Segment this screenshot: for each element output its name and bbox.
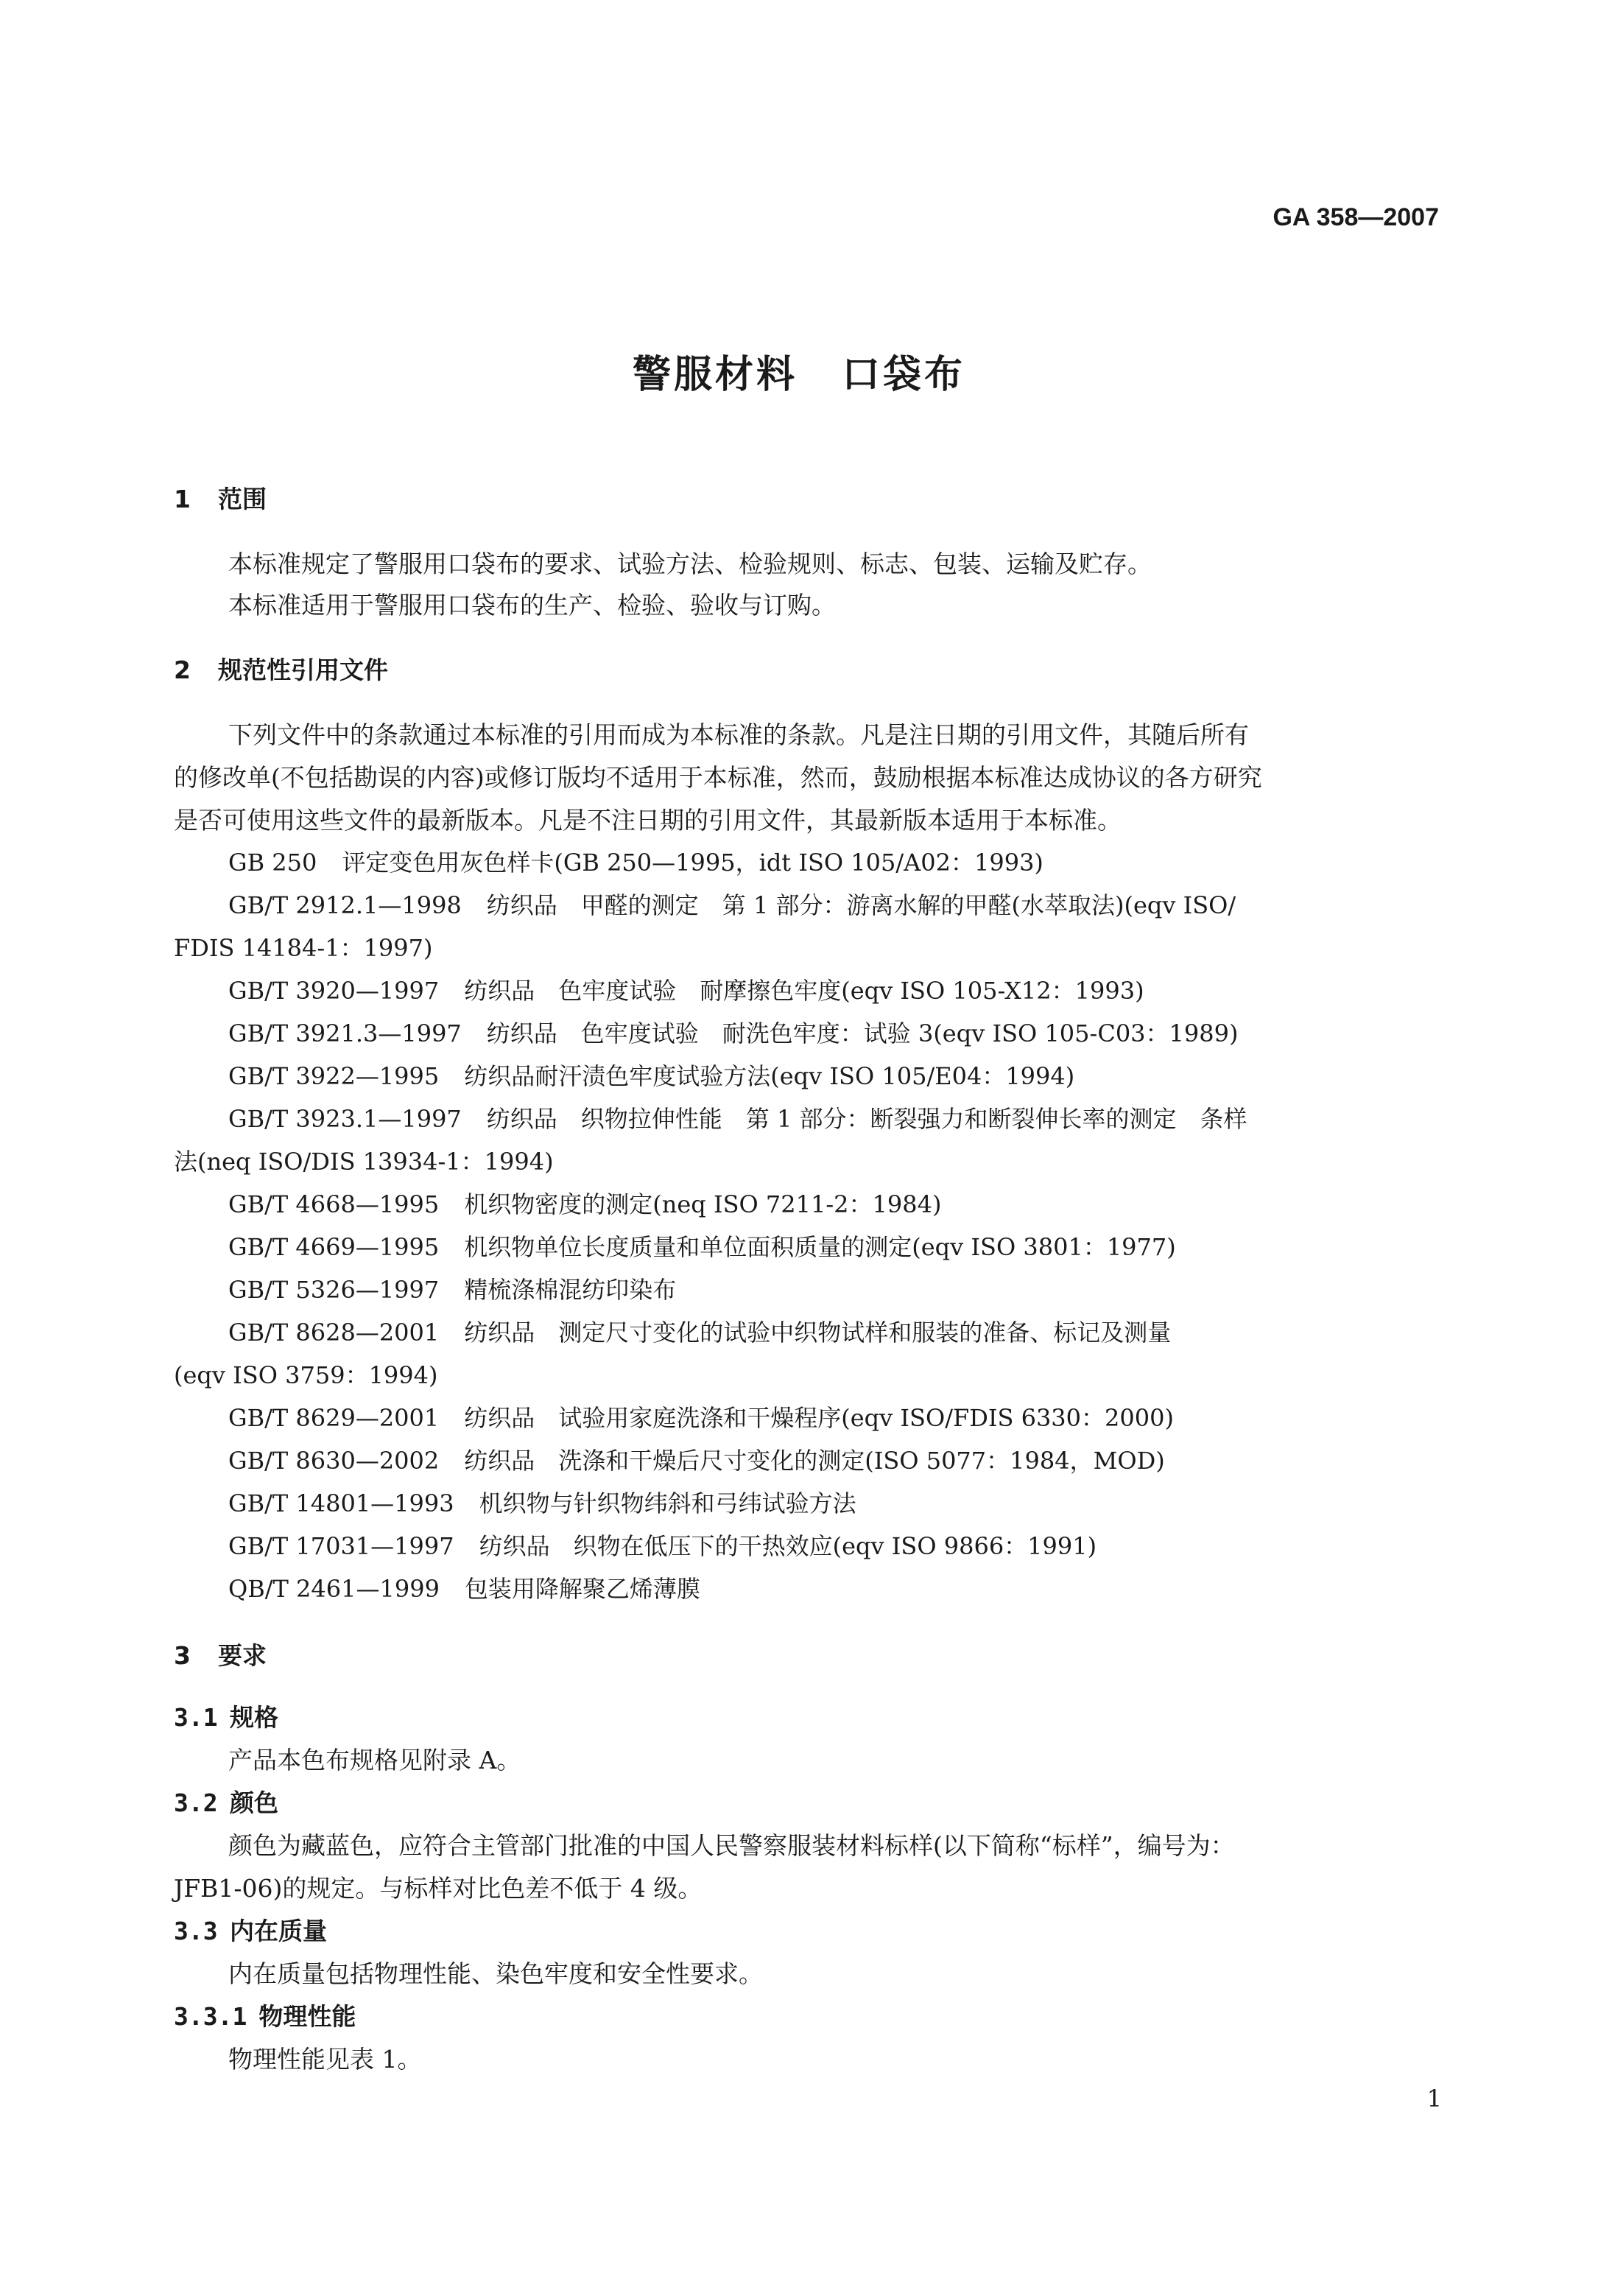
reference-item: GB/T 3922—1995 纺织品耐汗渍色牢度试验方法(eqv ISO 105/E04：1994) <box>228 1062 1075 1090</box>
section-2-heading: 2 规范性引用文件 <box>174 656 388 684</box>
reference-item: GB/T 8629—2001 纺织品 试验用家庭洗涤和干燥程序(eqv ISO/FDIS 6330：2000) <box>228 1404 1174 1432</box>
section-2-intro-line-2: 的修改单(不包括勘误的内容)或修订版均不适用于本标准，然而，鼓励根据本标准达成协议的各方研究 <box>174 763 1262 792</box>
section-3-3-1-text: 物理性能见表 1。 <box>228 2045 422 2074</box>
reference-item: GB/T 4669—1995 机织物单位长度质量和单位面积质量的测定(eqv ISO 3801：1977) <box>228 1233 1176 1261</box>
reference-item: GB/T 8630—2002 纺织品 洗涤和干燥后尺寸变化的测定(ISO 5077：1984，MOD) <box>228 1447 1165 1475</box>
reference-item-continuation: 法(neq ISO/DIS 13934-1：1994) <box>174 1148 554 1176</box>
reference-item: GB/T 8628—2001 纺织品 测定尺寸变化的试验中织物试样和服装的准备、标记及测量 <box>228 1319 1172 1347</box>
section-3-3-heading: 3.3 内在质量 <box>174 1917 327 1945</box>
reference-item: GB/T 5326—1997 精梳涤棉混纺印染布 <box>228 1276 677 1304</box>
page-number: 1 <box>1426 2085 1442 2113</box>
section-2-intro-line-3: 是否可使用这些文件的最新版本。凡是不注日期的引用文件，其最新版本适用于本标准。 <box>174 806 1122 835</box>
reference-item: GB/T 17031—1997 纺织品 织物在低压下的干热效应(eqv ISO 9866：1991) <box>228 1532 1097 1560</box>
document-title <box>0 343 1598 399</box>
section-1-paragraph-2: 本标准适用于警服用口袋布的生产、检验、验收与订购。 <box>228 591 836 619</box>
reference-item: GB/T 14801—1993 机织物与针织物纬斜和弓纬试验方法 <box>228 1489 856 1517</box>
section-3-1-heading: 3.1 规格 <box>174 1703 278 1732</box>
reference-item: GB/T 4668—1995 机织物密度的测定(neq ISO 7211-2：1984) <box>228 1190 942 1218</box>
section-1-paragraph-1: 本标准规定了警服用口袋布的要求、试验方法、检验规则、标志、包装、运输及贮存。 <box>228 550 1152 578</box>
reference-item: GB/T 3920—1997 纺织品 色牢度试验 耐摩擦色牢度(eqv ISO 105-X12：1993) <box>228 977 1144 1005</box>
section-3-3-text: 内在质量包括物理性能、染色牢度和安全性要求。 <box>228 1959 763 1988</box>
section-3-2-text-line-2: JFB1-06)的规定。与标样对比色差不低于 4 级。 <box>174 1874 703 1903</box>
section-3-2-text-line-1: 颜色为藏蓝色，应符合主管部门批准的中国人民警察服装材料标样(以下简称“标样”，编号为： <box>228 1831 1235 1860</box>
reference-item: GB 250 评定变色用灰色样卡(GB 250—1995，idt ISO 105/A02：1993) <box>228 849 1043 877</box>
reference-item: QB/T 2461—1999 包装用降解聚乙烯薄膜 <box>228 1575 700 1603</box>
reference-item: GB/T 3921.3—1997 纺织品 色牢度试验 耐洗色牢度：试验 3(eqv ISO 105-C03：1989) <box>228 1019 1239 1047</box>
section-3-heading: 3 要求 <box>174 1641 267 1670</box>
reference-item-continuation: FDIS 14184-1：1997) <box>174 934 433 962</box>
reference-item-continuation: (eqv ISO 3759：1994) <box>174 1361 438 1389</box>
section-3-2-heading: 3.2 颜色 <box>174 1788 278 1817</box>
title-part-1: 警服材料 <box>632 353 798 397</box>
standard-number: GA 358—2007 <box>1273 203 1439 231</box>
reference-item: GB/T 3923.1—1997 纺织品 织物拉伸性能 第 1 部分：断裂强力和断裂伸长率的测定 条样 <box>228 1105 1247 1133</box>
section-3-3-1-heading: 3.3.1 物理性能 <box>174 2002 356 2031</box>
section-1-heading: 1 范围 <box>174 485 267 513</box>
reference-item: GB/T 2912.1—1998 纺织品 甲醛的测定 第 1 部分：游离水解的甲醛(水萃取法)(eqv ISO/ <box>228 891 1236 919</box>
title-part-2: 口袋布 <box>842 353 966 397</box>
section-3-1-text: 产品本色布规格见附录 A。 <box>228 1746 521 1774</box>
section-2-intro-line-1: 下列文件中的条款通过本标准的引用而成为本标准的条款。凡是注日期的引用文件，其随后所有 <box>228 720 1249 749</box>
